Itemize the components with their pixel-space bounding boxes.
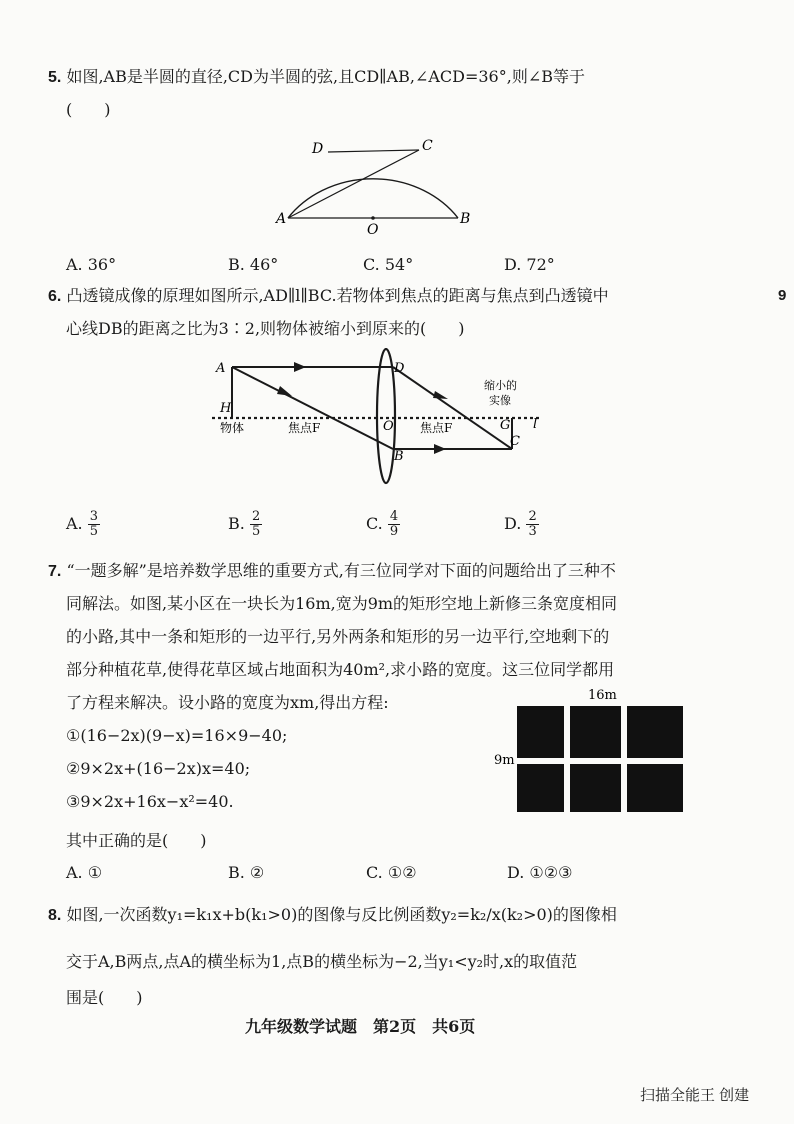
q7-line2: 同解法。如图,某小区在一块长为16m,宽为9m的矩形空地上新修三条宽度相同 bbox=[66, 594, 618, 613]
option-letter: D. bbox=[504, 514, 522, 533]
q6-number: 6. bbox=[48, 288, 62, 305]
q5-semicircle-figure bbox=[270, 130, 480, 240]
q7-option-c: C. ①② bbox=[366, 863, 417, 882]
numerator: 3 bbox=[89, 509, 99, 524]
ray-through-focus-left bbox=[232, 367, 393, 449]
q7-question: 其中正确的是( ) bbox=[66, 831, 207, 850]
q8-line2: 交于A,B两点,点A的横坐标为1,点B的横坐标为−2,当y₁<y₂时,x的取值范 bbox=[66, 952, 578, 971]
q6-option-b bbox=[228, 510, 262, 539]
q5-option-b: B. 46° bbox=[228, 255, 279, 274]
q6-option-d bbox=[504, 510, 539, 539]
q6-stem-1: 凸透镜成像的原理如图所示,AD∥l∥BC.若物体到焦点的距离与焦点到凸透镜中 bbox=[66, 286, 609, 305]
denominator: 3 bbox=[528, 524, 537, 539]
numerator: 4 bbox=[389, 509, 399, 524]
q7-garden-figure bbox=[490, 684, 690, 816]
center-point bbox=[371, 216, 375, 220]
label-image-1: 缩小的 bbox=[484, 379, 517, 392]
label-image-2: 实像 bbox=[489, 394, 511, 407]
denominator: 9 bbox=[389, 524, 399, 539]
arrow-icon bbox=[433, 391, 448, 399]
fraction bbox=[88, 510, 100, 539]
label-c: C bbox=[510, 434, 520, 449]
scanner-watermark: 扫描全能王 创建 bbox=[640, 1087, 750, 1104]
fraction bbox=[526, 510, 538, 539]
denominator: 5 bbox=[89, 524, 99, 539]
q5-number: 5. bbox=[48, 69, 62, 86]
label-d: D bbox=[394, 361, 405, 376]
option-letter: A. bbox=[66, 514, 83, 533]
label-b: B bbox=[460, 211, 471, 227]
q7-option-b: B. ② bbox=[228, 863, 265, 882]
fraction bbox=[250, 510, 262, 539]
label-height: 9m bbox=[494, 753, 515, 768]
q5-option-c: C. 54° bbox=[363, 255, 414, 274]
q7-equation-2: ②9×2x+(16−2x)x=40; bbox=[66, 759, 251, 778]
numerator: 2 bbox=[528, 509, 537, 524]
q6-line1 bbox=[48, 285, 609, 308]
q7-stem-1: “一题多解”是培养数学思维的重要方式,有三位同学对下面的问题给出了三种不 bbox=[66, 561, 616, 580]
side-number: 9 bbox=[778, 287, 787, 304]
convex-lens bbox=[377, 349, 395, 483]
label-a: A bbox=[276, 211, 287, 227]
q7-number: 7. bbox=[48, 563, 62, 580]
label-g: G bbox=[500, 418, 511, 433]
q5-option-d: D. 72° bbox=[504, 255, 555, 274]
q6-lens-figure bbox=[210, 348, 560, 490]
label-b: B bbox=[394, 449, 404, 464]
q7-line5: 了方程来解决。设小路的宽度为xm,得出方程: bbox=[66, 693, 389, 712]
q8-number: 8. bbox=[48, 907, 62, 924]
label-o: O bbox=[383, 419, 394, 434]
chord-cd bbox=[328, 150, 419, 152]
q5-answer-blank: ( ) bbox=[66, 100, 111, 119]
option-letter: C. bbox=[366, 514, 383, 533]
label-object: 物体 bbox=[220, 421, 245, 435]
arrow-icon bbox=[434, 444, 446, 454]
numerator: 2 bbox=[251, 509, 261, 524]
option-letter: B. bbox=[228, 514, 245, 533]
arrow-icon bbox=[277, 386, 292, 396]
q7-line4: 部分种植花草,使得花草区域占地面积为40m²,求小路的宽度。这三位同学都用 bbox=[66, 660, 615, 679]
label-focus-right: 焦点F bbox=[420, 421, 453, 435]
q5-stem: 如图,AB是半圆的直径,CD为半圆的弦,且CD∥AB,∠ACD=36°,则∠B等于 bbox=[66, 67, 585, 86]
label-d: D bbox=[312, 141, 324, 157]
q8-line3: 围是( ) bbox=[66, 988, 143, 1007]
q8-line1 bbox=[48, 904, 617, 927]
label-h: H bbox=[220, 401, 232, 416]
q7-line3: 的小路,其中一条和矩形的一边平行,另外两条和矩形的另一边平行,空地剩下的 bbox=[66, 627, 610, 646]
q7-option-a: A. ① bbox=[66, 863, 103, 882]
q7-option-d: D. ①②③ bbox=[507, 863, 573, 882]
label-l: l bbox=[533, 417, 538, 432]
denominator: 5 bbox=[251, 524, 261, 539]
arrow-icon bbox=[294, 362, 306, 372]
q7-equation-1: ①(16−2x)(9−x)=16×9−40; bbox=[66, 726, 288, 745]
fraction bbox=[388, 510, 400, 539]
q6-option-a bbox=[66, 510, 100, 539]
semicircle-arc bbox=[288, 179, 458, 218]
q5-line1 bbox=[48, 66, 585, 89]
label-a: A bbox=[216, 361, 226, 376]
label-c: C bbox=[422, 138, 433, 154]
label-o: O bbox=[367, 222, 379, 238]
path-horizontal bbox=[517, 758, 683, 764]
q7-line1 bbox=[48, 560, 616, 583]
page-footer: 九年级数学试题 第2页 共6页 bbox=[245, 1017, 476, 1036]
q7-equation-3: ③9×2x+16x−x²=40. bbox=[66, 792, 234, 811]
label-width: 16m bbox=[588, 688, 617, 703]
label-focus-left: 焦点F bbox=[288, 421, 321, 435]
q6-line2: 心线DB的距离之比为3∶2,则物体被缩小到原来的( ) bbox=[66, 319, 465, 338]
q5-option-a: A. 36° bbox=[66, 255, 117, 274]
q8-stem-1: 如图,一次函数y₁=k₁x+b(k₁>0)的图像与反比例函数y₂=k₂/x(k₂>0)的图像相 bbox=[66, 905, 617, 924]
segment-ac bbox=[288, 150, 419, 218]
q6-option-c bbox=[366, 510, 400, 539]
